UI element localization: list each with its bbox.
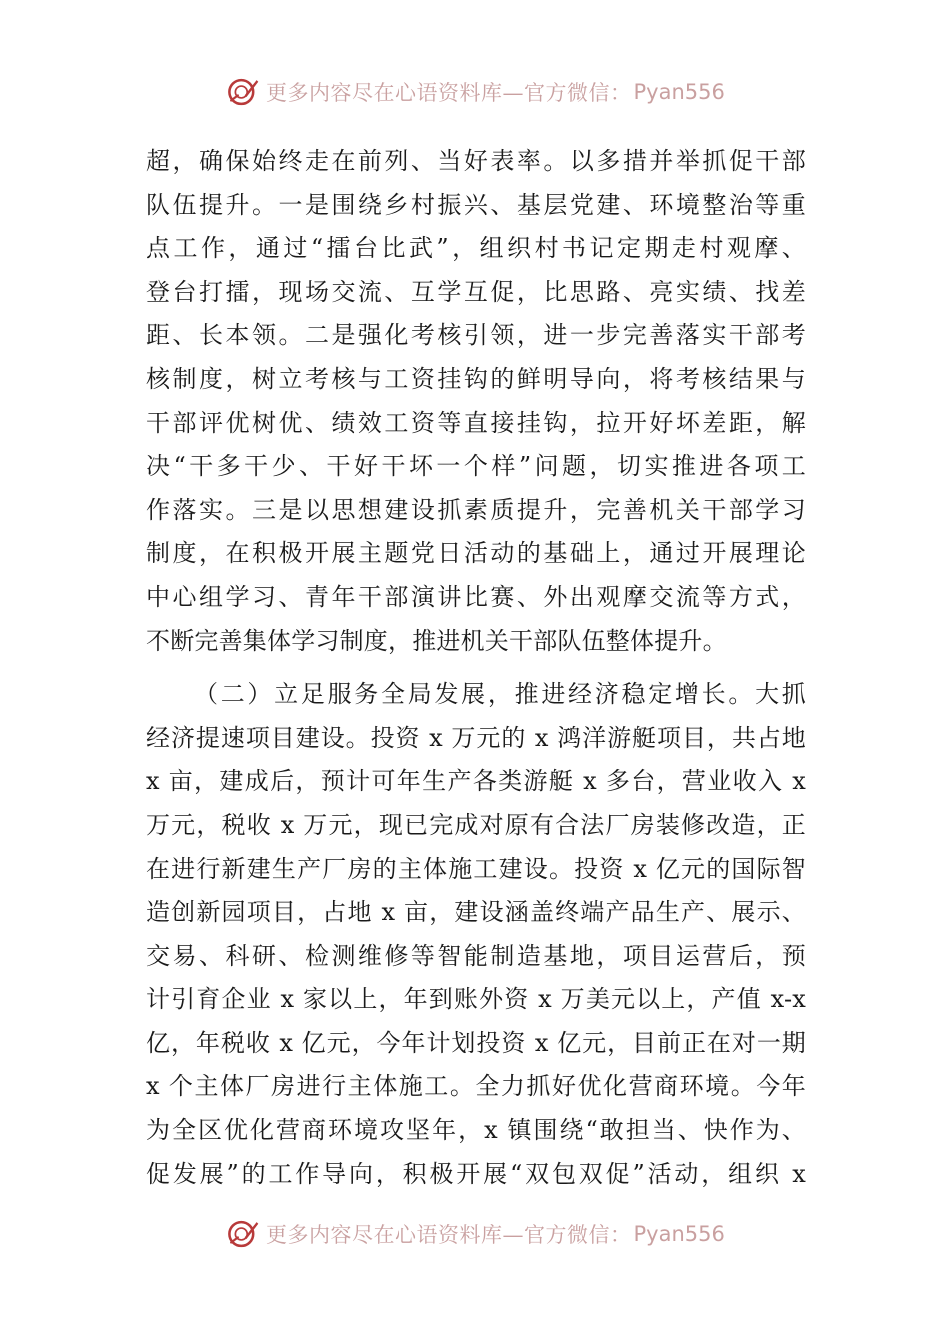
watermark-text: 更多内容尽在心语资料库—官方微信： — [266, 1223, 632, 1247]
text-line: 万元，税收 x 万元，现已完成对原有合法厂房装修改造，正 — [146, 810, 806, 839]
text-line: 经济提速项目建设。投资 x 万元的 x 鸿洋游艇项目，共占地 — [146, 723, 806, 752]
text-line: 决“干多干少、干好干坏一个样”问题，切实推进各项工 — [146, 452, 806, 481]
watermark-text: 更多内容尽在心语资料库—官方微信： — [266, 81, 632, 105]
text-line: 核制度，树立考核与工资挂钩的鲜明导向，将考核结果与 — [146, 364, 806, 393]
paragraph-2 — [146, 673, 806, 1196]
document-body — [146, 140, 806, 1196]
text-line: 距、长本领。二是强化考核引领，进一步完善落实干部考 — [146, 321, 806, 350]
text-line: 点工作，通过“擂台比武”，组织村书记定期走村观摩、 — [146, 234, 806, 263]
text-line: 计引育企业 x 家以上，年到账外资 x 万美元以上，产值 x-x — [146, 985, 806, 1014]
text-line: 超，确保始终走在前列、当好表率。以多措并举抓促干部 — [146, 147, 806, 175]
text-line: 不断完善集体学习制度，推进机关干部队伍整体提升。 — [146, 626, 727, 655]
section-heading-line: （二）立足服务全局发展，推进经济稳定增长。大抓 — [194, 680, 806, 709]
text-line: 干部评优树优、绩效工资等直接挂钩，拉开好坏差距，解 — [146, 408, 806, 437]
footer-watermark — [226, 1216, 725, 1252]
text-line: 队伍提升。一是围绕乡村振兴、基层党建、环境整治等重 — [146, 190, 806, 219]
text-line: 登台打擂，现场交流、互学互促，比思路、亮实绩、找差 — [146, 277, 806, 306]
text-line: x 个主体厂房进行主体施工。全力抓好优化营商环境。今年 — [146, 1072, 806, 1101]
text-line: 作落实。三是以思想建设抓素质提升，完善机关干部学习 — [146, 495, 806, 524]
text-line: 在进行新建生产厂房的主体施工建设。投资 x 亿元的国际智 — [146, 854, 806, 883]
text-line: 亿，年税收 x 亿元，今年计划投资 x 亿元，目前正在对一期 — [146, 1028, 806, 1057]
pen-logo-icon — [226, 1217, 260, 1251]
text-line: 交易、科研、检测维修等智能制造基地，项目运营后，预 — [146, 941, 806, 970]
paragraph-spacer — [146, 663, 806, 673]
pen-logo-icon — [226, 75, 260, 109]
paragraph-1 — [146, 140, 806, 663]
text-line: 造创新园项目，占地 x 亩，建设涵盖终端产品生产、展示、 — [146, 898, 806, 927]
text-line: 为全区优化营商环境攻坚年，x 镇围绕“敢担当、快作为、 — [146, 1116, 806, 1145]
text-line: x 亩，建成后，预计可年生产各类游艇 x 多台，营业收入 x — [146, 767, 806, 796]
header-watermark — [226, 74, 725, 110]
watermark-wechat-id: Pyan556 — [633, 1222, 725, 1246]
watermark-wechat-id: Pyan556 — [633, 80, 725, 104]
text-line: 制度，在积极开展主题党日活动的基础上，通过开展理论 — [146, 539, 806, 568]
text-line: 促发展”的工作导向，积极开展“双包双促”活动，组织 x — [146, 1159, 806, 1188]
text-line: 中心组学习、青年干部演讲比赛、外出观摩交流等方式， — [146, 582, 806, 611]
